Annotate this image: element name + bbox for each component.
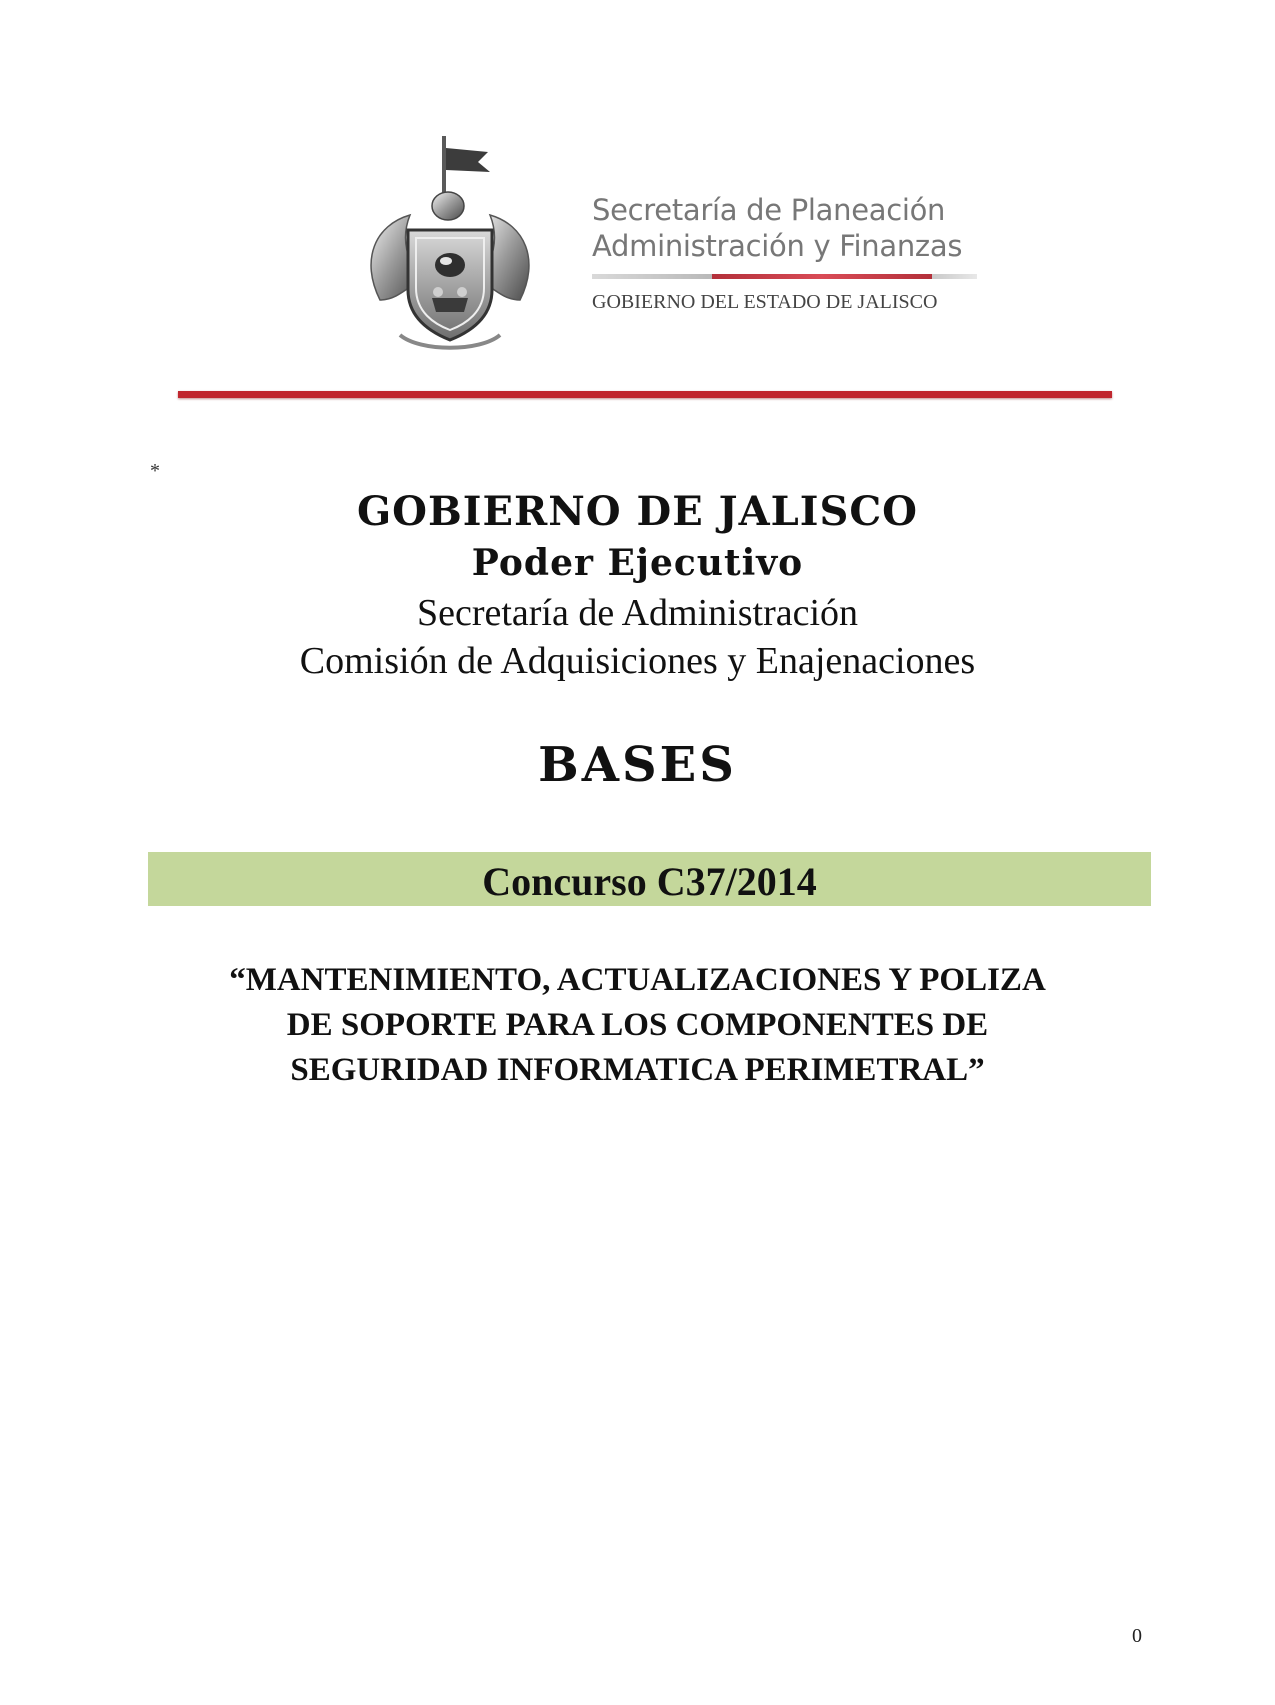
page-number: 0 xyxy=(1132,1625,1142,1647)
agency-name-line-1: Secretaría de Planeación xyxy=(592,193,946,227)
contest-label: Concurso C37/2014 xyxy=(482,859,817,904)
commission-heading: Comisión de Adquisiciones y Enajenaciones xyxy=(299,640,976,682)
header-divider xyxy=(178,391,1112,398)
asterisk-marker: * xyxy=(150,460,160,482)
agency-name-line-2: Administración y Finanzas xyxy=(592,229,963,263)
agency-divider xyxy=(592,274,977,279)
secretariat-heading: Secretaría de Administración xyxy=(416,592,859,634)
government-heading: GOBIERNO DE JALISCO xyxy=(356,488,919,535)
agency-government-subline: GOBIERNO DEL ESTADO DE JALISCO xyxy=(592,291,938,313)
branch-heading: Poder Ejecutivo xyxy=(471,542,804,584)
contest-banner xyxy=(148,852,1151,906)
header-logo xyxy=(360,130,980,355)
contest-title-line: SEGURIDAD INFORMATICA PERIMETRAL” xyxy=(290,1052,985,1088)
document-type-heading: BASES xyxy=(538,737,737,793)
contest-title xyxy=(0,958,1275,1093)
contest-title-line: “MANTENIMIENTO, ACTUALIZACIONES Y POLIZA xyxy=(229,962,1046,998)
jalisco-coat-of-arms-icon xyxy=(360,130,540,355)
contest-title-line: DE SOPORTE PARA LOS COMPONENTES DE xyxy=(286,1007,989,1043)
agency-name-block xyxy=(592,192,992,314)
